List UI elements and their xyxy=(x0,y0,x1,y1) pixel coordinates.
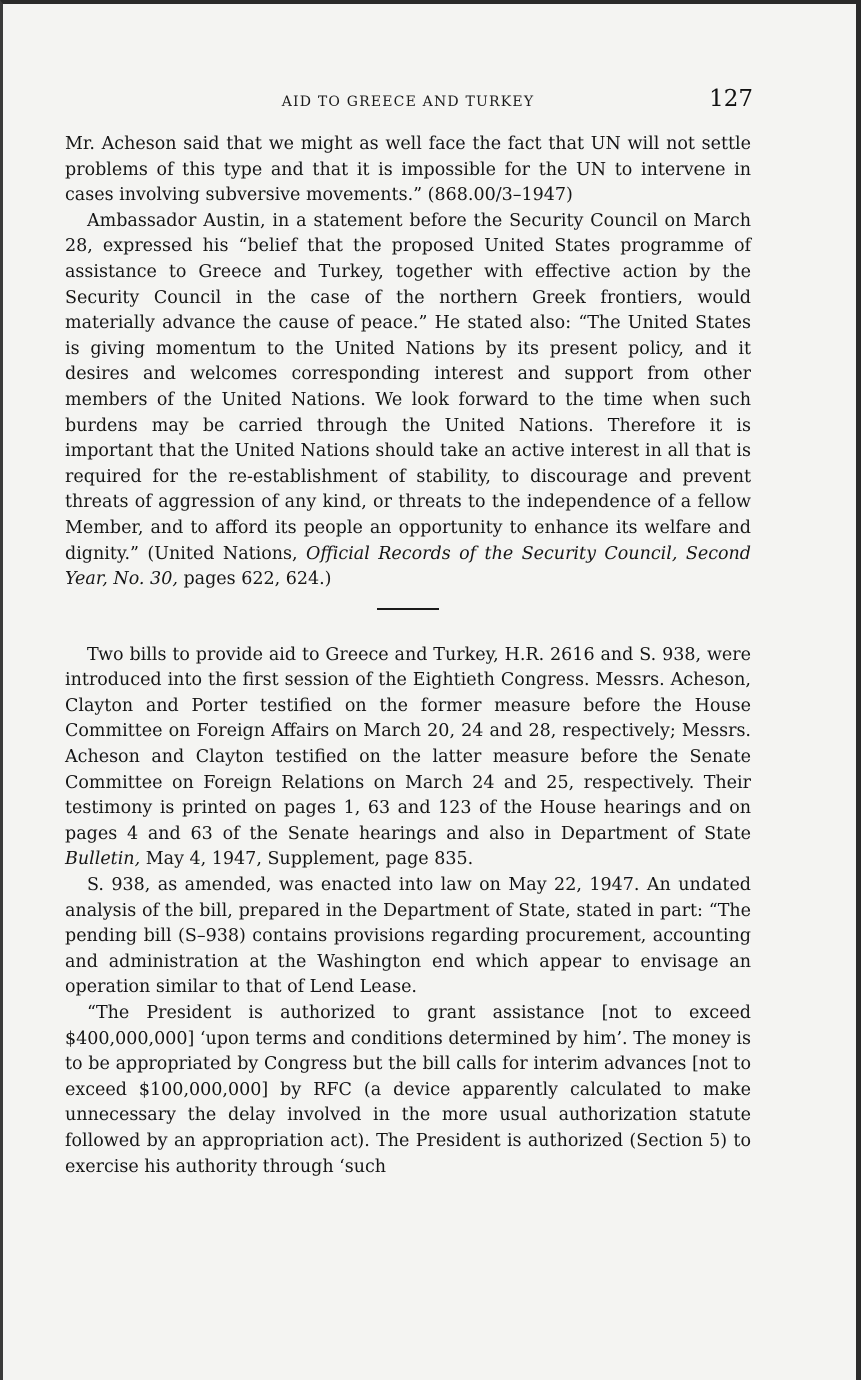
bills-text: Two bills to provide aid to Greece and Turkey, H.R. 2616 and S. 938, were introduced into the first session of the Eightieth Congress. Messrs. Acheson, Clayton and Porter testified on the former measure before the House Committee on Foreign Affairs on March 20, 24 and 28, respectively; Messrs. Acheson and Clayton testified on the latter measure before the Senate Committee on Foreign Relations on March 24 and 25, respectively. Their testimony is printed on pages 1, 63 and 123 of the House hearings and on pages 4 and 63 of the Senate hearings and also in Department of State xyxy=(65,644,751,844)
austin-text: Ambassador Austin, in a statement before the Security Council on March 28, expressed his “belief that the proposed United States programme of assistance to Greece and Turkey, together with effective action by the Security Council in the case of the northern Greek frontiers, would materially advance the cause of peace.” He stated also: “The United States is giving momentum to the United Nations by its present policy, and it desires and welcomes corresponding interest and support from other members of the United Nations. We look forward to the time when such burdens may be carried through the United Nations. Therefore it is important that the United Nations should take an active interest in all that is required for the re-establishment of stability, to discourage and prevent threats of aggression of any kind, or threats to the independence of a fellow Member, and to afford its people an opportunity to enhance its welfare and dignity.” (United Nations, xyxy=(65,210,751,564)
page-body xyxy=(65,132,751,1180)
page-number: 127 xyxy=(709,86,753,112)
section-divider xyxy=(377,608,439,610)
paragraph-s938-enacted: S. 938, as amended, was enacted into law on May 22, 1947. An undated analysis of the bill, prepared in the Department of State, stated in part: “The pending bill (S–938) contains provisions regarding procurement, accounting and administration at the Washington end which appear to envisage an operation similar to that of Lend Lease. xyxy=(65,875,751,998)
bulletin-title: Bulletin, xyxy=(65,849,141,870)
bulletin-citation: May 4, 1947, Supplement, page 835. xyxy=(140,849,474,870)
austin-citation-title: Official Records of the Security Council, Second Year, No. 30, xyxy=(65,543,752,590)
paragraph-bills-introduced xyxy=(65,643,751,873)
running-head: AID TO GREECE AND TURKEY xyxy=(281,94,535,110)
austin-citation-pages: pages 622, 624.) xyxy=(177,569,332,590)
paragraph-acheson-quote-end: Mr. Acheson said that we might as well face the fact that UN will not settle problems of this type and that it is impossible for the UN to intervene in cases involving subversive movements.” (868.00/3–1947) xyxy=(65,134,751,206)
paragraph-austin-statement xyxy=(65,209,751,593)
page-header xyxy=(63,86,753,120)
paragraph-president-authorized: “The President is authorized to grant assistance [not to exceed $400,000,000] ‘upon terms and conditions determined by him’. The money is to be appropriated by Congress but the bill calls for interim advances [not to exceed $100,000,000] by RFC (a device apparently calculated to make unnecessary the delay involved in the more usual authorization statute followed by an appropriation act). The President is authorized (Section 5) to exercise his authority through ‘such xyxy=(65,1003,751,1177)
